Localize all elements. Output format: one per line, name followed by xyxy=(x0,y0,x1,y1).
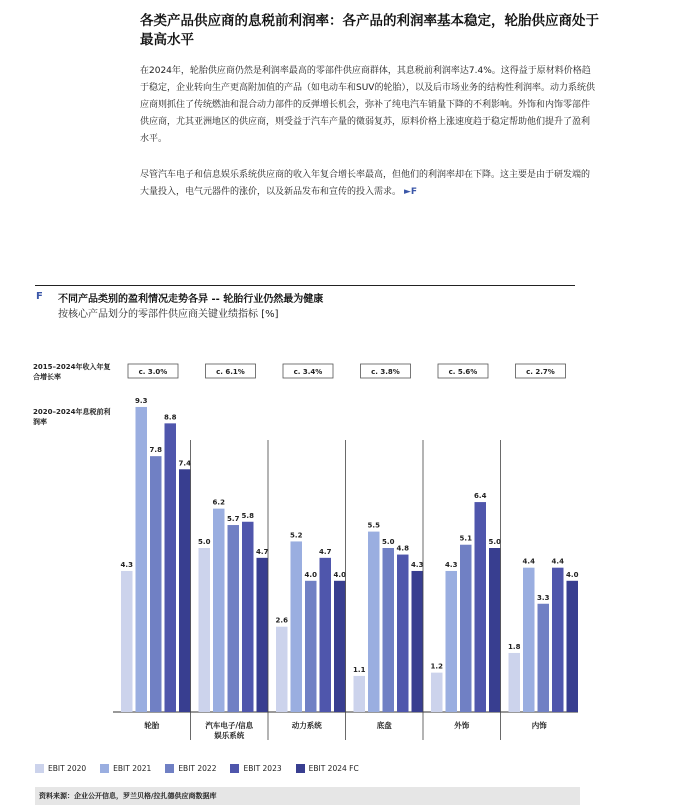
bar-value-label: 4.4 xyxy=(522,557,535,566)
legend-item xyxy=(165,764,216,773)
source-note: 资料来源：企业公开信息，罗兰贝格/拉扎德供应商数据库 xyxy=(35,787,580,805)
bar xyxy=(165,423,177,712)
bar-value-label: 4.3 xyxy=(411,560,424,569)
bar xyxy=(431,673,443,712)
bar-value-label: 3.3 xyxy=(537,593,550,602)
category-label: 轮胎 xyxy=(144,721,160,730)
legend-item xyxy=(100,764,151,773)
bar xyxy=(257,558,269,712)
bar xyxy=(179,469,191,712)
bar-value-label: 4.0 xyxy=(304,570,317,579)
legend-swatch xyxy=(230,764,239,773)
legend-swatch xyxy=(35,764,44,773)
bar xyxy=(276,627,288,712)
bar-value-label: 4.7 xyxy=(256,547,269,556)
figure-letter: F xyxy=(36,291,43,302)
page-heading: 各类产品供应商的息税前利润率：各产品的利润率基本稳定，轮胎供应商处于最高水平 xyxy=(140,13,599,48)
legend-label: EBIT 2020 xyxy=(48,764,87,773)
bar xyxy=(320,558,332,712)
legend-label: EBIT 2024 FC xyxy=(308,764,359,773)
legend-label: EBIT 2022 xyxy=(178,764,217,773)
bar xyxy=(368,532,380,712)
bar xyxy=(446,571,458,712)
bar xyxy=(552,568,564,712)
bar-value-label: 4.4 xyxy=(551,557,564,566)
bar-value-label: 5.2 xyxy=(290,531,303,540)
paragraph-electronics-text: 尽管汽车电子和信息娱乐系统供应商的收入年复合增长率最高，但他们的利润率却在下降。这主要是由于研发端的大量投入，电气元器件的涨价，以及新品发布和宣传的投入需求。 xyxy=(140,170,591,197)
bar-value-label: 4.3 xyxy=(120,560,133,569)
row-label-cagr: 2015–2024年收入年复合增长率 xyxy=(33,363,111,381)
legend-label: EBIT 2023 xyxy=(243,764,282,773)
bar xyxy=(397,555,409,712)
bar xyxy=(228,525,240,712)
bar-value-label: 4.0 xyxy=(333,570,346,579)
figure-title: 不同产品类别的盈利情况走势各异 -- 轮胎行业仍然最为健康 xyxy=(58,294,324,305)
bar xyxy=(354,676,366,712)
bar xyxy=(199,548,211,712)
legend-label: EBIT 2021 xyxy=(113,764,152,773)
figure-subtitle: 按核心产品划分的零部件供应商关键业绩指标 [%] xyxy=(58,309,279,320)
bar-value-label: 9.3 xyxy=(135,396,148,405)
chart-legend xyxy=(35,764,359,773)
bar-value-label: 1.1 xyxy=(353,665,366,674)
bar xyxy=(460,545,472,712)
bar-value-label: 2.6 xyxy=(275,616,288,625)
bar xyxy=(475,502,487,712)
bar-value-label: 4.0 xyxy=(566,570,579,579)
cagr-label: c. 6.1% xyxy=(216,368,245,376)
category-label: 外饰 xyxy=(454,721,470,730)
bar-value-label: 6.2 xyxy=(212,498,225,507)
bar-value-label: 7.8 xyxy=(149,446,162,455)
bar xyxy=(150,456,162,712)
cagr-label: c. 3.0% xyxy=(138,368,168,376)
legend-item xyxy=(296,764,359,773)
bar xyxy=(412,571,424,712)
legend-swatch xyxy=(165,764,174,773)
bar-value-label: 5.0 xyxy=(488,538,501,546)
bar xyxy=(383,548,395,712)
legend-swatch xyxy=(296,764,305,773)
bar xyxy=(213,509,225,712)
bar-value-label: 4.3 xyxy=(445,560,458,569)
bar-value-label: 5.0 xyxy=(382,538,395,546)
figure-reference-link[interactable]: ►F xyxy=(404,187,418,197)
bar-value-label: 5.0 xyxy=(198,538,211,546)
bar-value-label: 5.8 xyxy=(241,511,254,520)
bar xyxy=(291,541,303,712)
category-label: 汽车电子/信息娱乐系统 xyxy=(205,721,254,740)
legend-item xyxy=(35,764,86,773)
bar xyxy=(489,548,501,712)
legend-item xyxy=(230,764,281,773)
bar-value-label: 8.8 xyxy=(164,413,177,422)
bar xyxy=(523,568,535,712)
bar xyxy=(334,581,346,712)
bar xyxy=(567,581,579,712)
bar-value-label: 4.8 xyxy=(396,544,409,553)
bar-value-label: 5.5 xyxy=(367,521,380,530)
bar xyxy=(121,571,133,712)
bar xyxy=(509,653,521,712)
bar xyxy=(242,522,254,712)
cagr-label: c. 2.7% xyxy=(526,368,555,376)
bar-value-label: 1.2 xyxy=(430,662,443,671)
cagr-label: c. 3.8% xyxy=(371,368,400,376)
bar-value-label: 7.4 xyxy=(178,459,191,468)
cagr-label: c. 5.6% xyxy=(448,368,478,376)
bar-value-label: 4.7 xyxy=(319,547,332,556)
category-label: 内饰 xyxy=(531,721,547,730)
category-label: 动力系统 xyxy=(291,721,322,730)
paragraph-tyres: 在2024年，轮胎供应商仍然是利润率最高的零部件供应商群体，其息税前利润率达7.4%。这得益于原材料价格趋于稳定，企业转向生产更高附加值的产品（如电动车和SUV的轮胎），以及后市场业务的结构性利润率。动力系统供应商则抓住了传统燃油和混合动力部件的反弹增长机会，弥补了纯电汽车销量下降的不利影响。外饰和内饰零部件供应商，尤其亚洲地区的供应商，则受益于汽车产量的微弱复苏，原料价格上涨速度趋于稳定帮助他们提升了盈利水平。 xyxy=(140,66,595,144)
bar xyxy=(538,604,550,712)
bar-value-label: 6.4 xyxy=(474,492,487,501)
category-label: 底盘 xyxy=(376,721,392,730)
bar-value-label: 5.7 xyxy=(227,515,240,524)
cagr-label: c. 3.4% xyxy=(293,368,323,376)
row-label-ebit: 2020–2024年息税前利润率 xyxy=(33,408,111,426)
bar xyxy=(136,407,148,712)
legend-swatch xyxy=(100,764,109,773)
bar-value-label: 5.1 xyxy=(459,534,472,543)
bar xyxy=(305,581,317,712)
bar-value-label: 1.8 xyxy=(508,642,521,651)
